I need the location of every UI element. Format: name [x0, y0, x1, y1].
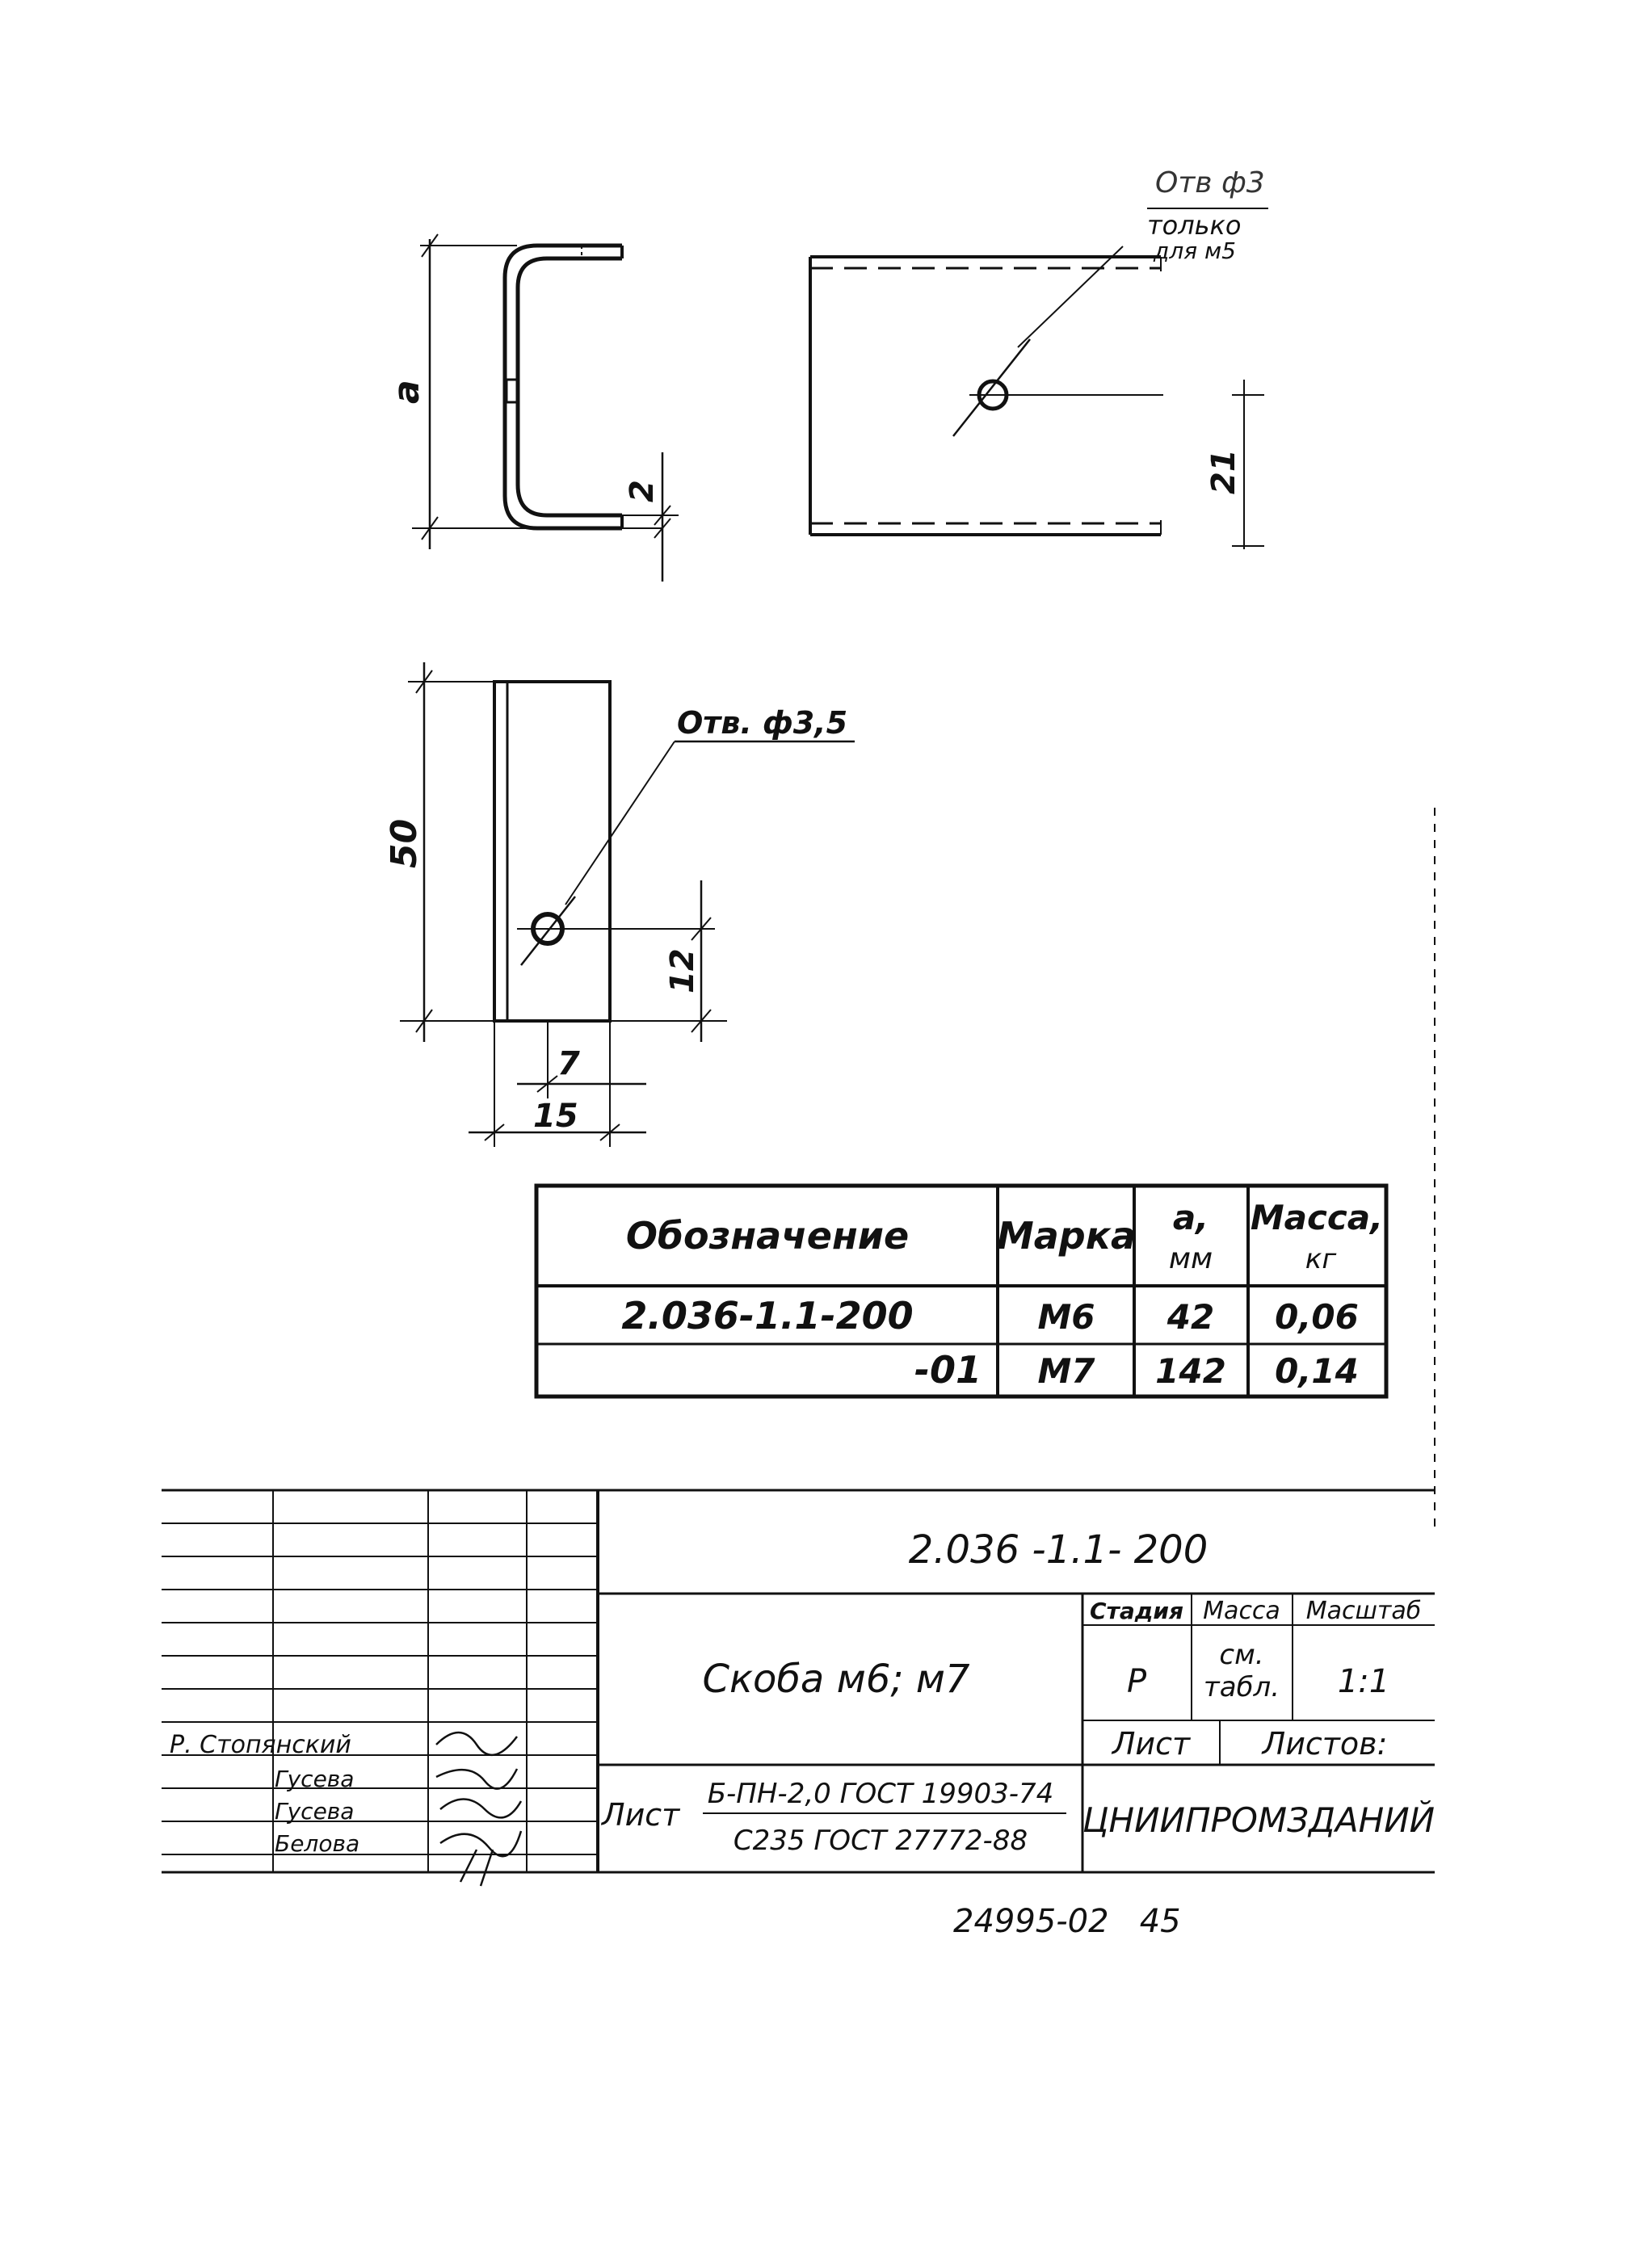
material-top: Б-ПН-2,0 ГОСТ 19903-74	[707, 1778, 1054, 1810]
row1-mass: 0,06	[1275, 1297, 1359, 1337]
dim-t-label: 2	[624, 480, 661, 502]
dim-15-label: 15	[533, 1098, 578, 1135]
dim-50-label: 50	[384, 818, 425, 868]
signature-3: Гусева	[275, 1798, 355, 1825]
col-grade: Марка	[996, 1214, 1137, 1258]
row1-grade: М6	[1037, 1297, 1095, 1337]
front-hole-note: Отв. ф3,5	[677, 705, 848, 741]
row2-grade: М7	[1037, 1351, 1095, 1391]
row1-a: 42	[1167, 1297, 1215, 1337]
top-note-only: только	[1147, 210, 1242, 241]
drawing-title: Скоба м6; м7	[702, 1657, 970, 1702]
title-block	[162, 1490, 1435, 1886]
row2-designation: -01	[914, 1348, 982, 1392]
row1-designation: 2.036-1.1-200	[621, 1294, 914, 1338]
dim-a-label: a	[386, 380, 427, 404]
dim-21-label: 21	[1205, 449, 1242, 494]
col-mass-unit: кг	[1305, 1243, 1337, 1275]
top-view	[810, 166, 1268, 549]
row2-a: 142	[1155, 1351, 1226, 1391]
organization: ЦНИИПРОМЗДАНИЙ	[1082, 1800, 1436, 1840]
doc-code: 2.036 -1.1- 200	[908, 1527, 1209, 1573]
scale-value: 1:1	[1337, 1663, 1390, 1700]
side-view	[386, 234, 679, 582]
signature-4: Белова	[275, 1830, 360, 1857]
col-scale-header: Масштаб	[1305, 1597, 1422, 1625]
sheets-label: Листов:	[1262, 1726, 1388, 1762]
stage-value: Р	[1126, 1663, 1147, 1700]
mass-value-line2: табл.	[1203, 1671, 1280, 1703]
mass-value-line1: см.	[1219, 1639, 1264, 1671]
signature-2: Гусева	[275, 1766, 355, 1792]
col-stage-header: Стадия	[1090, 1598, 1183, 1624]
signature-1: Р. Стопянский	[170, 1731, 351, 1759]
col-mass-header: Масса	[1203, 1597, 1280, 1625]
col-mass: Масса,	[1250, 1198, 1384, 1237]
col-a: a,	[1172, 1198, 1209, 1237]
col-a-unit: мм	[1168, 1242, 1213, 1275]
top-hole-note: Отв ф3	[1155, 166, 1265, 200]
col-designation: Обозначение	[625, 1214, 910, 1258]
dim-7-label: 7	[557, 1045, 580, 1082]
footer-code: 24995-02 45	[953, 1903, 1181, 1940]
top-note-for: для м5	[1154, 237, 1236, 264]
front-view	[384, 662, 855, 1147]
row2-mass: 0,14	[1275, 1351, 1359, 1391]
dim-12-label: 12	[664, 948, 701, 993]
material-prefix: Лист	[602, 1797, 680, 1833]
spec-table	[536, 1186, 1386, 1396]
sheet-label: Лист	[1112, 1726, 1191, 1762]
material-bottom: С235 ГОСТ 27772-88	[733, 1825, 1028, 1857]
